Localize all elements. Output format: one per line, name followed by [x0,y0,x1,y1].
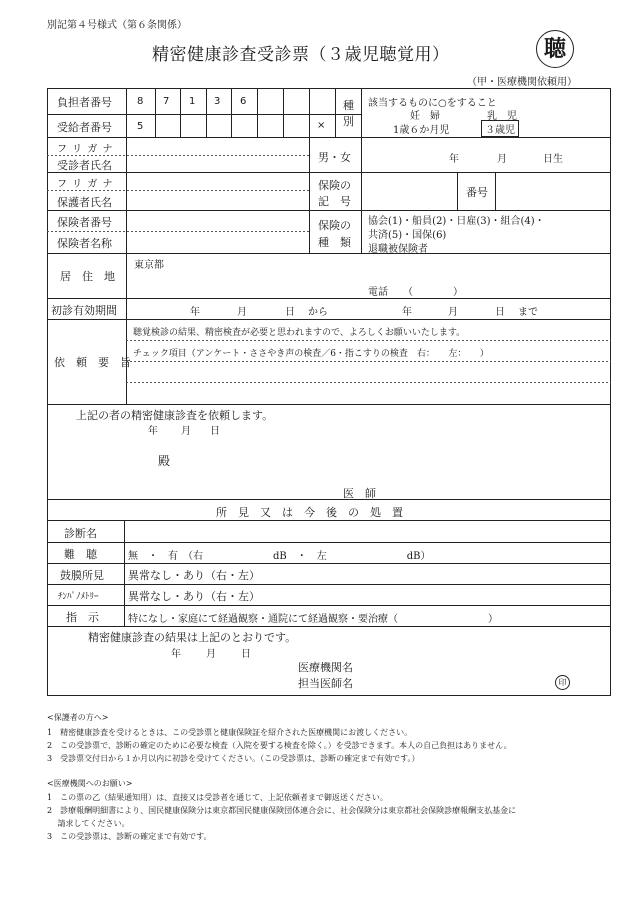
valid-from-month-label: 月 [237,307,247,318]
insurance-types-line-2[interactable]: 共済(5)・国保(6) [368,230,447,241]
insurance-type-label-1: 保険の [318,219,351,232]
insurance-types-line-3[interactable]: 退職被保険者 [368,244,428,255]
valid-to-month-label: 月 [448,307,458,318]
recipient-check-mark: × [317,120,326,131]
insurer-name-label: 保険者名称 [57,237,112,250]
tympanometry-value[interactable]: 異常なし・あり（右・左） [128,590,260,603]
valid-from-day-label: 日 [285,307,295,318]
guardian-notes-header: <保護者の方へ> [47,713,109,722]
seal-mark: 印 [555,675,570,690]
hearing-loss-value[interactable]: 無 ・ 有 （右 dB ・ 左 dB） [128,551,431,562]
burden-digit-2[interactable]: 7 [163,96,170,107]
insurance-mark-label-1: 保険の [318,179,351,192]
request-label: 依 頼 要 旨 [54,356,131,369]
findings-header: 所 見 又 は 今 後 の 処 置 [216,506,403,519]
valid-to-day-label: 日 [495,307,505,318]
insurer-number-label: 保険者番号 [57,216,112,229]
hearing-stamp: 聴 [536,30,574,68]
request-text: 聴覚検診の結果、精密検査が必要と思われますので、よろしくお願いいたします。 [133,328,466,338]
sex-select[interactable]: 男・女 [318,151,351,164]
guardian-name-label: 保護者氏名 [57,196,112,209]
category-label-2: 別 [343,115,354,128]
guardian-note-1: 1 精密健康診査を受けるときは、この受診票と健康保険証を紹介された医療機関にお渡しください。 [47,728,413,737]
addressee-label: 殿 [158,454,171,468]
requested-text: 上記の者の精密健康診査を依頼します。 [76,409,274,422]
address-value[interactable]: 東京都 [134,260,164,271]
page-title: 精密健康診査受診票（３歳児聴覚用） [152,45,450,65]
institution-note-2: 2 診療報酬明細書により、国民健康保険分は東京都国民健康保険団体連合会に、社会保険分は東京都社会保険診療報酬支払基金に [47,806,517,815]
form-number: 別記第４号様式（第６条関係） [47,20,187,31]
burden-digit-5[interactable]: 6 [240,96,247,107]
institution-note-1: 1 この票の乙（結果通知用）は、直接又は受診者を通じて、上記依頼者まで御返送ください。 [47,793,388,802]
burden-number-label: 負担者番号 [57,96,112,109]
copy-label: （甲・医療機関依頼用） [467,77,577,88]
category-pregnant[interactable]: 妊 婦 [410,111,440,122]
guardian-note-2: 2 この受診票で、診断の確定のために必要な検査（入院を要する検査を除く。）を受診できます。本人の自己負担はありません。 [47,741,512,750]
instruction-label: 指 示 [66,611,99,624]
category-1y6m[interactable]: 1歳６か月児 [393,125,450,136]
insurance-types-line-1[interactable]: 協会(1)・船員(2)・日雇(3)・組合(4)・ [368,216,545,227]
instruction-value[interactable]: 特になし・家庭にて経過観察・通院にて経過観察・要治療（ ） [128,614,498,625]
institution-label: 医療機関名 [298,661,353,674]
recipient-digit-1[interactable]: 5 [137,121,144,132]
patient-furigana-label: フ リ ガ ナ [57,144,114,155]
patient-name-label: 受診者氏名 [57,159,112,172]
insurance-type-label-2: 種 類 [318,236,351,249]
category-infant[interactable]: 乳 児 [487,111,517,122]
burden-digit-1[interactable]: 8 [137,96,144,107]
address-label: 居 住 地 [60,270,115,283]
valid-from-year-label: 年 [190,307,200,318]
result-day-label: 日 [241,649,251,660]
insurance-number-label: 番号 [466,186,488,199]
birth-day-label: 日生 [543,154,563,165]
eardrum-label: 鼓膜所見 [60,569,104,582]
guardian-furigana-label: フ リ ガ ナ [57,179,114,190]
institution-notes-header: <医療機関へのお願い> [47,779,133,788]
eardrum-value[interactable]: 異常なし・あり（右・左） [128,569,260,582]
recipient-number-label: 受給者番号 [57,121,112,134]
request-day-label: 日 [210,426,220,437]
institution-note-2-cont: 請求してください。 [47,819,130,828]
institution-note-3: 3 この受診票は、診断の確定まで有効です。 [47,832,212,841]
burden-digit-4[interactable]: 3 [214,96,221,107]
valid-period-label: 初診有効期間 [51,304,117,317]
burden-digit-3[interactable]: 1 [189,96,196,107]
insurance-mark-label-2: 記 号 [318,195,351,208]
request-checklist[interactable]: チェック項目（アンケート・ささやき声の検査／6・指こすりの検査 右： 左： ） [133,349,489,359]
guardian-note-3: 3 受診票交付日から１か月以内に初診を受けてください。（この受診票は、診断の確定まで有効です。） [47,754,420,763]
doctor-label: 医 師 [343,487,376,500]
request-year-label: 年 [148,426,158,437]
valid-to-made-label: まで [518,307,538,318]
request-month-label: 月 [181,426,191,437]
result-month-label: 月 [206,649,216,660]
result-text: 精密健康診査の結果は上記のとおりです。 [88,631,297,644]
valid-to-year-label: 年 [402,307,412,318]
result-year-label: 年 [171,649,181,660]
category-3y-selected[interactable]: ３歳児 [481,120,519,137]
hearing-loss-label: 難 聴 [64,548,97,561]
valid-from-kara-label: から [308,307,328,318]
birth-month-label: 月 [497,154,507,165]
phone-field[interactable]: 電話 （ ） [368,287,463,298]
doctor-name-label: 担当医師名 [298,677,353,690]
birth-year-label: 年 [449,154,459,165]
diagnosis-label: 診断名 [64,527,97,540]
tympanometry-label: ﾁﾝﾊﾟﾉﾒﾄﾘｰ [58,592,99,602]
category-label-1: 種 [343,99,354,112]
category-note: 該当するものに○をすること [368,98,497,109]
